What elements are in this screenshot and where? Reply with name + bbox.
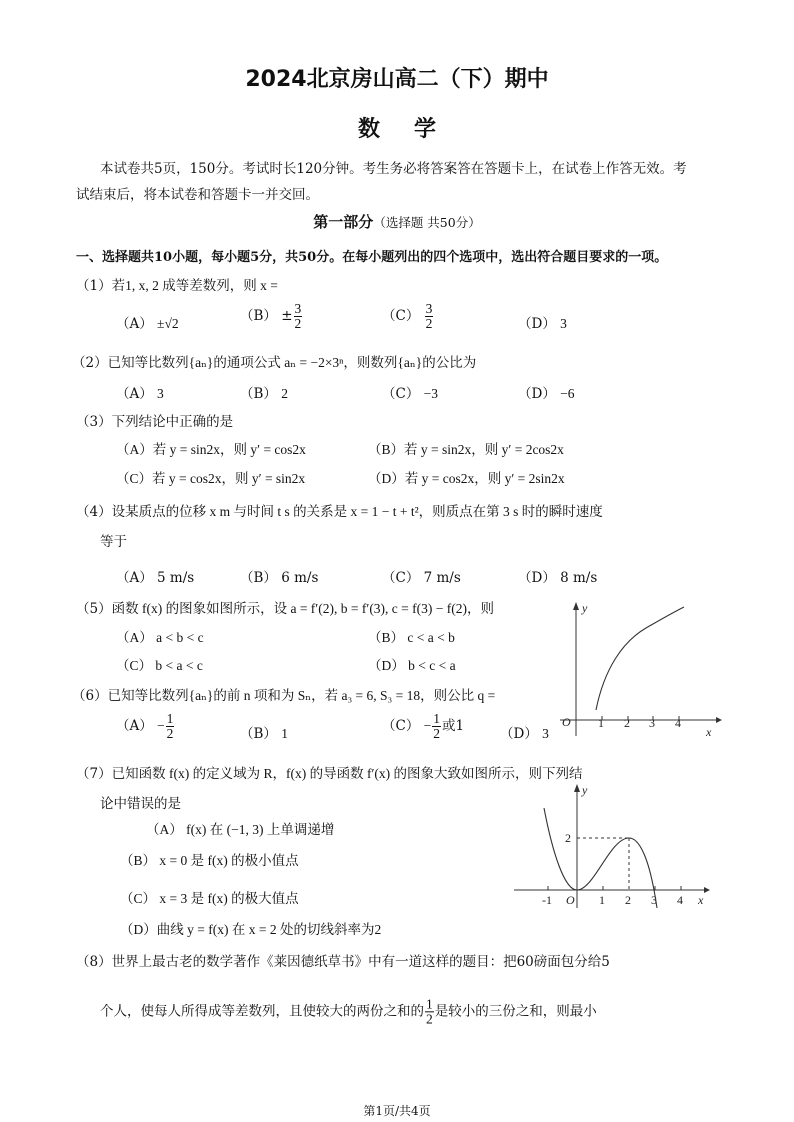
option-label: （B） <box>240 726 277 742</box>
option-sign: − <box>423 718 432 734</box>
origin-label: O <box>566 893 575 907</box>
x-axis-arrow-icon <box>704 887 710 893</box>
q4-option-c: （C） 7 m/s <box>382 570 461 586</box>
q3-option-c: （C）若 y = cos2x，则 y′ = sin2x <box>116 471 306 486</box>
tick-label: 4 <box>677 893 683 907</box>
option-value: −3 <box>423 386 439 401</box>
q-number: （7） <box>76 766 112 782</box>
q-text: 个人，使每人所得成等差数列，且使较大的两份之和的 <box>100 1003 424 1020</box>
tick-label: 2 <box>624 716 630 730</box>
q6-option-c <box>382 712 464 741</box>
q-number: （5） <box>76 601 112 617</box>
q5-option-b: （B） c < a < b <box>368 630 455 645</box>
subject-title: 数学 <box>357 117 470 142</box>
tick-label: 4 <box>675 716 681 730</box>
denominator: 2 <box>166 726 174 742</box>
question-6 <box>72 684 495 704</box>
option-value: 2 <box>281 386 288 401</box>
option-label: （D） <box>500 726 538 742</box>
option-label: （C） <box>382 308 420 325</box>
x-axis-label: x <box>706 725 712 739</box>
option-value: ±√2 <box>157 316 179 331</box>
q2-option-b <box>240 382 288 402</box>
fraction <box>425 997 434 1026</box>
q-number: （2） <box>72 355 108 371</box>
numerator: 1 <box>426 996 433 1012</box>
option-label: （C） <box>382 718 420 735</box>
y-axis-arrow-icon <box>574 784 580 792</box>
q-text: 已知等比数列{aₙ}的通项公式 aₙ = −2×3ⁿ，则数列{aₙ}的公比为 <box>107 355 477 370</box>
origin-label: O <box>562 715 571 729</box>
question-5 <box>76 597 494 617</box>
q6-option-b <box>240 722 288 742</box>
y-tick-label: 2 <box>565 831 571 845</box>
section-instruction: 一、选择题共10小题，每小题5分，共50分。在每小题列出的四个选项中，选出符合题目要求的一项。 <box>76 250 668 265</box>
numerator: 1 <box>433 711 441 726</box>
option-value: 3 <box>157 386 164 401</box>
option-sign: − <box>157 718 165 734</box>
q-number: （4） <box>76 504 112 520</box>
option-label: （A） <box>116 718 153 735</box>
q-text: 下列结论中正确的是 <box>111 414 234 430</box>
q-text: 函数 f(x) 的图象如图所示，设 a = f′(2), b = f′(3), c = f(3) − f(2)，则 <box>111 601 494 616</box>
q7-option-c: （C） x = 3 是 f(x) 的极大值点 <box>120 891 299 906</box>
fraction <box>166 712 175 741</box>
q2-option-a <box>116 382 164 402</box>
q3-option-b: （B）若 y = sin2x，则 y′ = 2cos2x <box>368 442 564 457</box>
option-value: 1 <box>281 726 288 741</box>
tick-label: 3 <box>651 893 657 907</box>
option-label: （D） <box>518 386 556 402</box>
tick-label: 2 <box>625 893 631 907</box>
q-text: 世界上最古老的数学著作《莱因德纸草书》中有一道这样的题目：把60磅面包分给5 <box>111 954 610 970</box>
tick-label: -1 <box>542 893 552 907</box>
option-sign: ± <box>281 308 293 325</box>
numerator: 3 <box>425 301 433 316</box>
q-number: （1） <box>76 278 112 294</box>
q1-option-a <box>116 312 179 332</box>
q-text: 若1, x, 2 成等差数列，则 x = <box>111 278 278 293</box>
denominator: 2 <box>433 726 441 742</box>
question-2 <box>72 351 476 371</box>
q3-option-a: （A）若 y = sin2x，则 y′ = cos2x <box>116 442 306 457</box>
tick-label: 1 <box>598 716 604 730</box>
q3-option-d: （D）若 y = cos2x，则 y′ = 2sin2x <box>368 471 565 486</box>
y-axis-label: y <box>582 601 588 615</box>
y-axis-label: y <box>582 783 588 797</box>
q-number: （3） <box>76 414 112 430</box>
q-number: （8） <box>76 954 112 970</box>
option-value: 3 <box>560 316 567 331</box>
q4-option-a: （A） 5 m/s <box>116 570 195 586</box>
q7-line-2: 论中错误的是 <box>100 796 181 812</box>
intro-line-1: 本试卷共5页，150分。考试时长120分钟。考生务必将答案答在答题卡上，在试卷上作答无效。考 <box>100 161 687 177</box>
question-1 <box>76 274 278 294</box>
fraction <box>294 302 303 331</box>
q5-option-a: （A） a < b < c <box>116 630 204 645</box>
option-label: （B） <box>240 386 277 402</box>
option-tail: 或1 <box>442 718 465 735</box>
q4-line-2: 等于 <box>100 534 127 550</box>
part-title: 第一部分 <box>313 213 374 231</box>
q6-option-d <box>500 722 549 742</box>
option-value: −6 <box>560 386 575 401</box>
tick-label: 3 <box>649 716 655 730</box>
option-label: （A） <box>116 386 153 402</box>
x-axis-label: x <box>698 893 704 907</box>
fraction <box>425 302 434 331</box>
y-axis-arrow-icon <box>573 602 579 610</box>
intro-line-2: 试结束后，将本试卷和答题卡一并交回。 <box>76 187 319 203</box>
question-7 <box>76 762 583 782</box>
question-8 <box>76 950 610 970</box>
option-label: （D） <box>518 316 556 332</box>
q-text: 是较小的三份之和，则最小 <box>434 1003 597 1020</box>
q2-option-d <box>518 382 575 402</box>
q7-option-b: （B） x = 0 是 f(x) 的极小值点 <box>120 853 299 868</box>
q5-option-c: （C） b < a < c <box>116 658 203 673</box>
denominator: 2 <box>425 316 433 332</box>
q-text: 已知函数 f(x) 的定义域为 R，f(x) 的导函数 f′(x) 的图象大致如图所示，则下列结 <box>111 766 583 781</box>
q-text: 设某质点的位移 x m 与时间 t s 的关系是 x = 1 − t + t²，则质点在第 3 s 时的瞬时速度 <box>111 504 603 519</box>
q4-option-d: （D） 8 m/s <box>518 570 598 586</box>
option-value: 3 <box>542 726 549 741</box>
page-title: 2024北京房山高二（下）期中 <box>245 67 549 92</box>
option-label: （A） <box>116 316 153 332</box>
q7-option-d: （D）曲线 y = f(x) 在 x = 2 处的切线斜率为2 <box>120 922 382 937</box>
q7-graph <box>510 780 716 910</box>
numerator: 1 <box>166 711 174 726</box>
q4-option-b: （B） 6 m/s <box>240 570 319 586</box>
q2-option-c <box>382 382 438 402</box>
fraction <box>432 712 441 741</box>
q1-option-b <box>240 302 303 331</box>
denominator: 2 <box>294 316 302 332</box>
part-heading <box>0 211 794 232</box>
numerator: 3 <box>294 301 302 316</box>
x-axis-arrow-icon <box>716 717 722 723</box>
denominator: 2 <box>426 1011 433 1027</box>
tick-label: 1 <box>599 893 605 907</box>
page-footer: 第1页/共4页 <box>363 1104 431 1118</box>
function-curve <box>596 607 684 710</box>
q1-option-d <box>518 312 567 332</box>
q-text: 已知等比数列{aₙ}的前 n 项和为 Sₙ，若 a₃ = 6, S₃ = 18，则公比 q = <box>107 688 496 703</box>
q-number: （6） <box>72 688 108 704</box>
q5-graph <box>556 596 726 741</box>
question-3 <box>76 410 233 430</box>
part-note: （选择题 共50分） <box>373 215 481 230</box>
option-label: （B） <box>240 308 277 325</box>
q5-option-d: （D） b < c < a <box>368 658 456 673</box>
q7-option-a: （A） f(x) 在 (−1, 3) 上单调递增 <box>146 822 335 837</box>
option-label: （C） <box>382 386 420 402</box>
question-4 <box>76 500 603 520</box>
q8-line-2 <box>100 997 597 1026</box>
q1-option-c <box>382 302 434 331</box>
q6-option-a <box>116 712 175 741</box>
